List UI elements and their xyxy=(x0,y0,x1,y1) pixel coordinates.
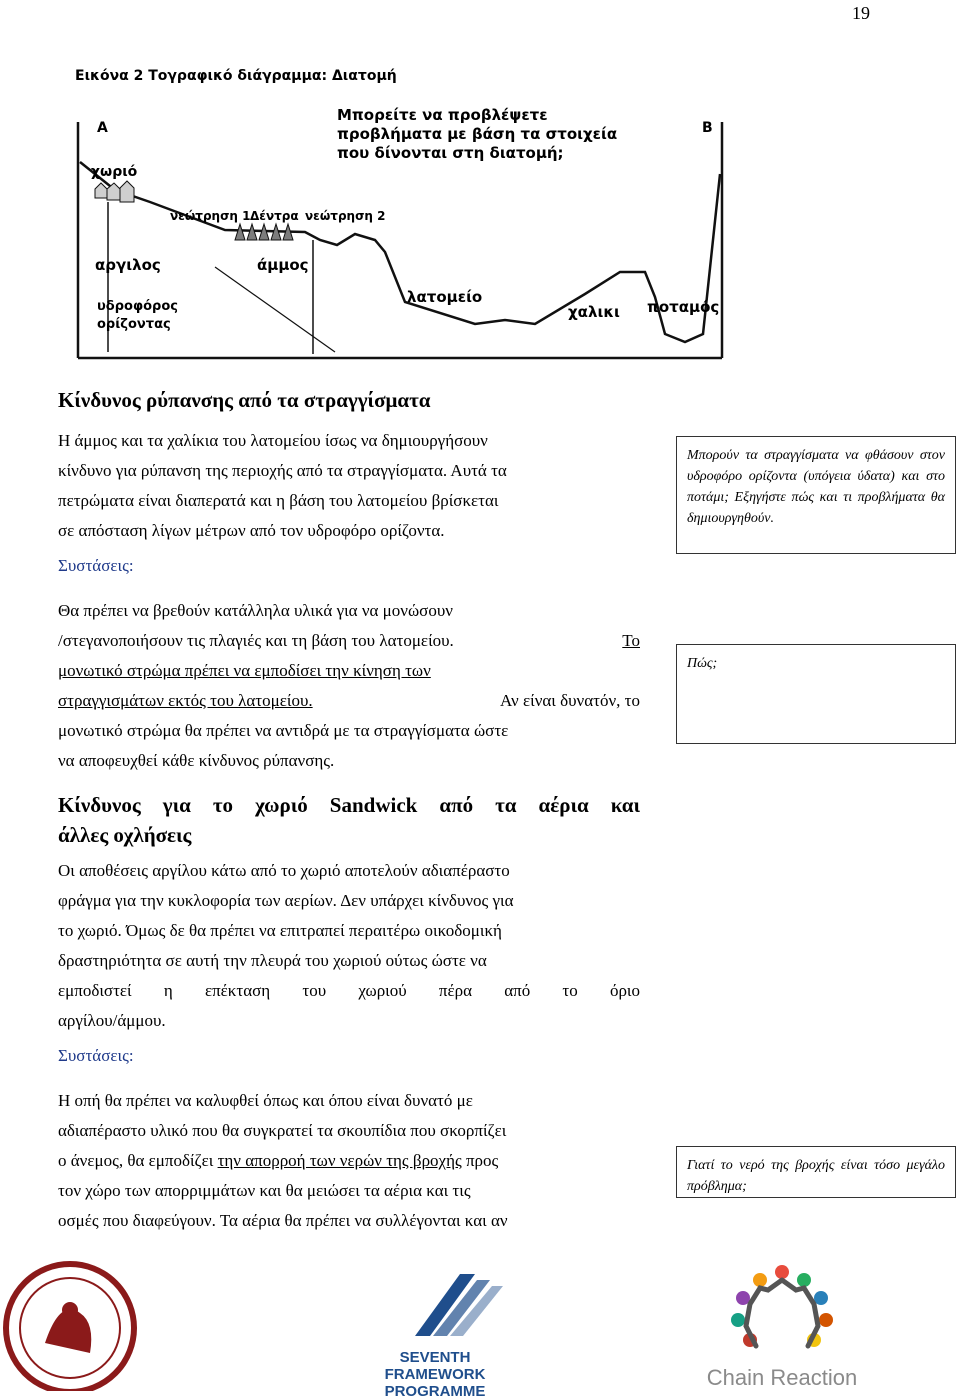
s1-rec-line-6: να αποφευχθεί κάθε κίνδυνος ρύπανσης. xyxy=(58,751,335,770)
village-label: χωριό xyxy=(91,164,138,180)
page-number: 19 xyxy=(852,3,870,23)
cross-section-figure xyxy=(75,62,725,362)
s2-rec-line-5: οσμές που διαφεύγουν. Τα αέρια θα πρέπει να συλλέγονται και αν xyxy=(58,1211,508,1230)
s2-rec-line-2: αδιαπέραστο υλικό που θα συγκρατεί τα σκουπίδια που σκορπίζει xyxy=(58,1121,507,1140)
s2-rec-line-1: Η οπή θα πρέπει να καλυφθεί όπως και όπου είναι δυνατό με xyxy=(58,1091,473,1110)
figure-callout-line-3: που δίνονται στη διατομή; xyxy=(337,144,564,162)
s2-rec-line-3a: ο άνεμος, θα εμποδίζει xyxy=(58,1151,214,1170)
s2-line-6: αργίλου/άμμου. xyxy=(58,1011,166,1030)
aquifer-label-line-1: υδροφόρος xyxy=(97,299,178,314)
chain-reaction-text: Chain Reaction xyxy=(706,1365,858,1390)
chain-reaction-emblem xyxy=(698,1258,866,1358)
aquifer-label-line-2: ορίζοντας xyxy=(97,317,171,332)
margin-note-3: Γιατί το νερό της βροχής είναι τόσο μεγάλο πρόβλημα; xyxy=(676,1146,956,1198)
sand-label: άμμος xyxy=(257,256,309,274)
fp7-text-line-1: SEVENTH FRAMEWORK xyxy=(384,1349,486,1383)
s1-line-4: σε απόσταση λίγων μέτρων από τον υδροφόρο ορίζοντα. xyxy=(58,521,445,540)
label-a: Α xyxy=(97,120,108,136)
s1-rec-line-1: Θα πρέπει να βρεθούν κατάλληλα υλικά για να μονώσουν xyxy=(58,601,453,620)
s1-rec-line-4a: στραγγισμάτων εκτός του λατομείου. xyxy=(58,691,313,710)
s2-line-2: φράγμα για την κυκλοφορία των αερίων. Δεν υπάρχει κίνδυνος για xyxy=(58,891,514,910)
margin-note-1: Μπορούν τα στραγγίσματα να φθάσουν στον υδροφόρο ορίζοντα (υπόγεια ύδατα) και στο ποτάμι; Εξηγήστε πώς και τι προβλήματα θα δημιουργηθούν. xyxy=(676,436,956,554)
s1-rec-line-2 xyxy=(58,626,640,656)
s1-rec-line-5: μονωτικό στρώμα θα πρέπει να αντιδρά με τα στραγγίσματα ώστε xyxy=(58,721,509,740)
gravel-label: χαλικι xyxy=(568,303,620,321)
chain-reaction-logo xyxy=(698,1258,866,1391)
section2-heading xyxy=(58,790,640,850)
s1-rec-line-2a: /στεγανοποιήσουν τις πλαγιές και τη βάση του λατομείου. xyxy=(58,631,454,650)
figure-title: Εικόνα 2 Τογραφικό διάγραμμα: Διατομή xyxy=(75,68,397,84)
s1-line-1: Η άμμος και τα χαλίκια του λατομείου ίσως να δημιουργήσουν xyxy=(58,431,488,450)
section1-recommendations-label: Συστάσεις: xyxy=(58,556,134,575)
river-label: ποταμός xyxy=(647,298,720,316)
s1-line-2: κίνδυνο για ρύπανση της περιοχής από τα στραγγίσματα. Αυτά τα xyxy=(58,461,507,480)
recharge2-label: νεώτρηση 2 xyxy=(305,209,386,223)
section2-heading-line-2: άλλες οχλήσεις xyxy=(58,823,192,847)
label-b: Β xyxy=(702,120,713,136)
s1-rec-line-2b: Το xyxy=(622,631,640,650)
s2-line-1: Οι αποθέσεις αργίλου κάτω από το χωριό αποτελούν αδιαπέραστο xyxy=(58,861,510,880)
ground-profile xyxy=(80,162,720,342)
section2-paragraph xyxy=(58,856,640,1036)
s1-line-3: πετρώματα είναι διαπερατά και η βάση του λατομείου βρίσκεται xyxy=(58,491,499,510)
section2-recommendations-label: Συστάσεις: xyxy=(58,1046,134,1065)
s1-rec-line-4 xyxy=(58,686,640,716)
s2-line-4: δραστηριότητα σε αυτή την πλευρά του χωριού ούτως ώστε να xyxy=(58,951,487,970)
village-houses xyxy=(95,181,134,202)
section2-recommendations xyxy=(58,1086,640,1236)
fp7-logo xyxy=(355,1266,515,1400)
s1-rec-line-3: μονωτικό στρώμα πρέπει να εμποδίσει την κίνηση των xyxy=(58,661,431,680)
section1-heading: Κίνδυνος ρύπανσης από τα στραγγίσματα xyxy=(58,388,431,412)
s2-rec-line-3c: προς xyxy=(465,1151,499,1170)
fp7-text-line-2: PROGRAMME xyxy=(384,1383,486,1400)
s2-rec-line-3 xyxy=(58,1146,640,1176)
figure-callout-line-1: Μπορείτε να προβλέψετε xyxy=(337,106,548,124)
trees-label: Δέντρα xyxy=(250,209,299,223)
fp7-emblem xyxy=(355,1266,515,1344)
s2-rec-line-4: τον χώρο των απορριμμάτων και θα μειώσει τα αέρια και τις xyxy=(58,1181,471,1200)
figure-callout-line-2: προβλήματα με βάση τα στοιχεία xyxy=(337,125,618,143)
margin-note-2: Πώς; xyxy=(676,644,956,744)
section1-paragraph xyxy=(58,426,640,546)
s1-rec-line-4b: Αν είναι δυνατόν, το xyxy=(500,691,640,710)
quarry-label: λατομείο xyxy=(407,288,483,306)
section2-heading-line-1: Κίνδυνος για το χωριό Sandwick από τα αέρια και xyxy=(58,793,640,817)
clay-label: αργιλος xyxy=(95,256,161,274)
section1-recommendations xyxy=(58,596,640,776)
clay-sand-boundary xyxy=(215,267,335,352)
s2-line-5: εμποδιστεί η επέκταση του χωριού πέρα από το όριο xyxy=(58,981,640,1000)
s2-line-3: το χωριό. Όμως δε θα πρέπει να επιτραπεί περαιτέρω οικοδομική xyxy=(58,921,502,940)
recharge1-label: νεώτρηση 1 xyxy=(170,209,251,223)
s2-rec-line-3b: την απορροή των νερών της βροχής xyxy=(217,1151,462,1170)
university-seal-logo xyxy=(0,1258,140,1391)
